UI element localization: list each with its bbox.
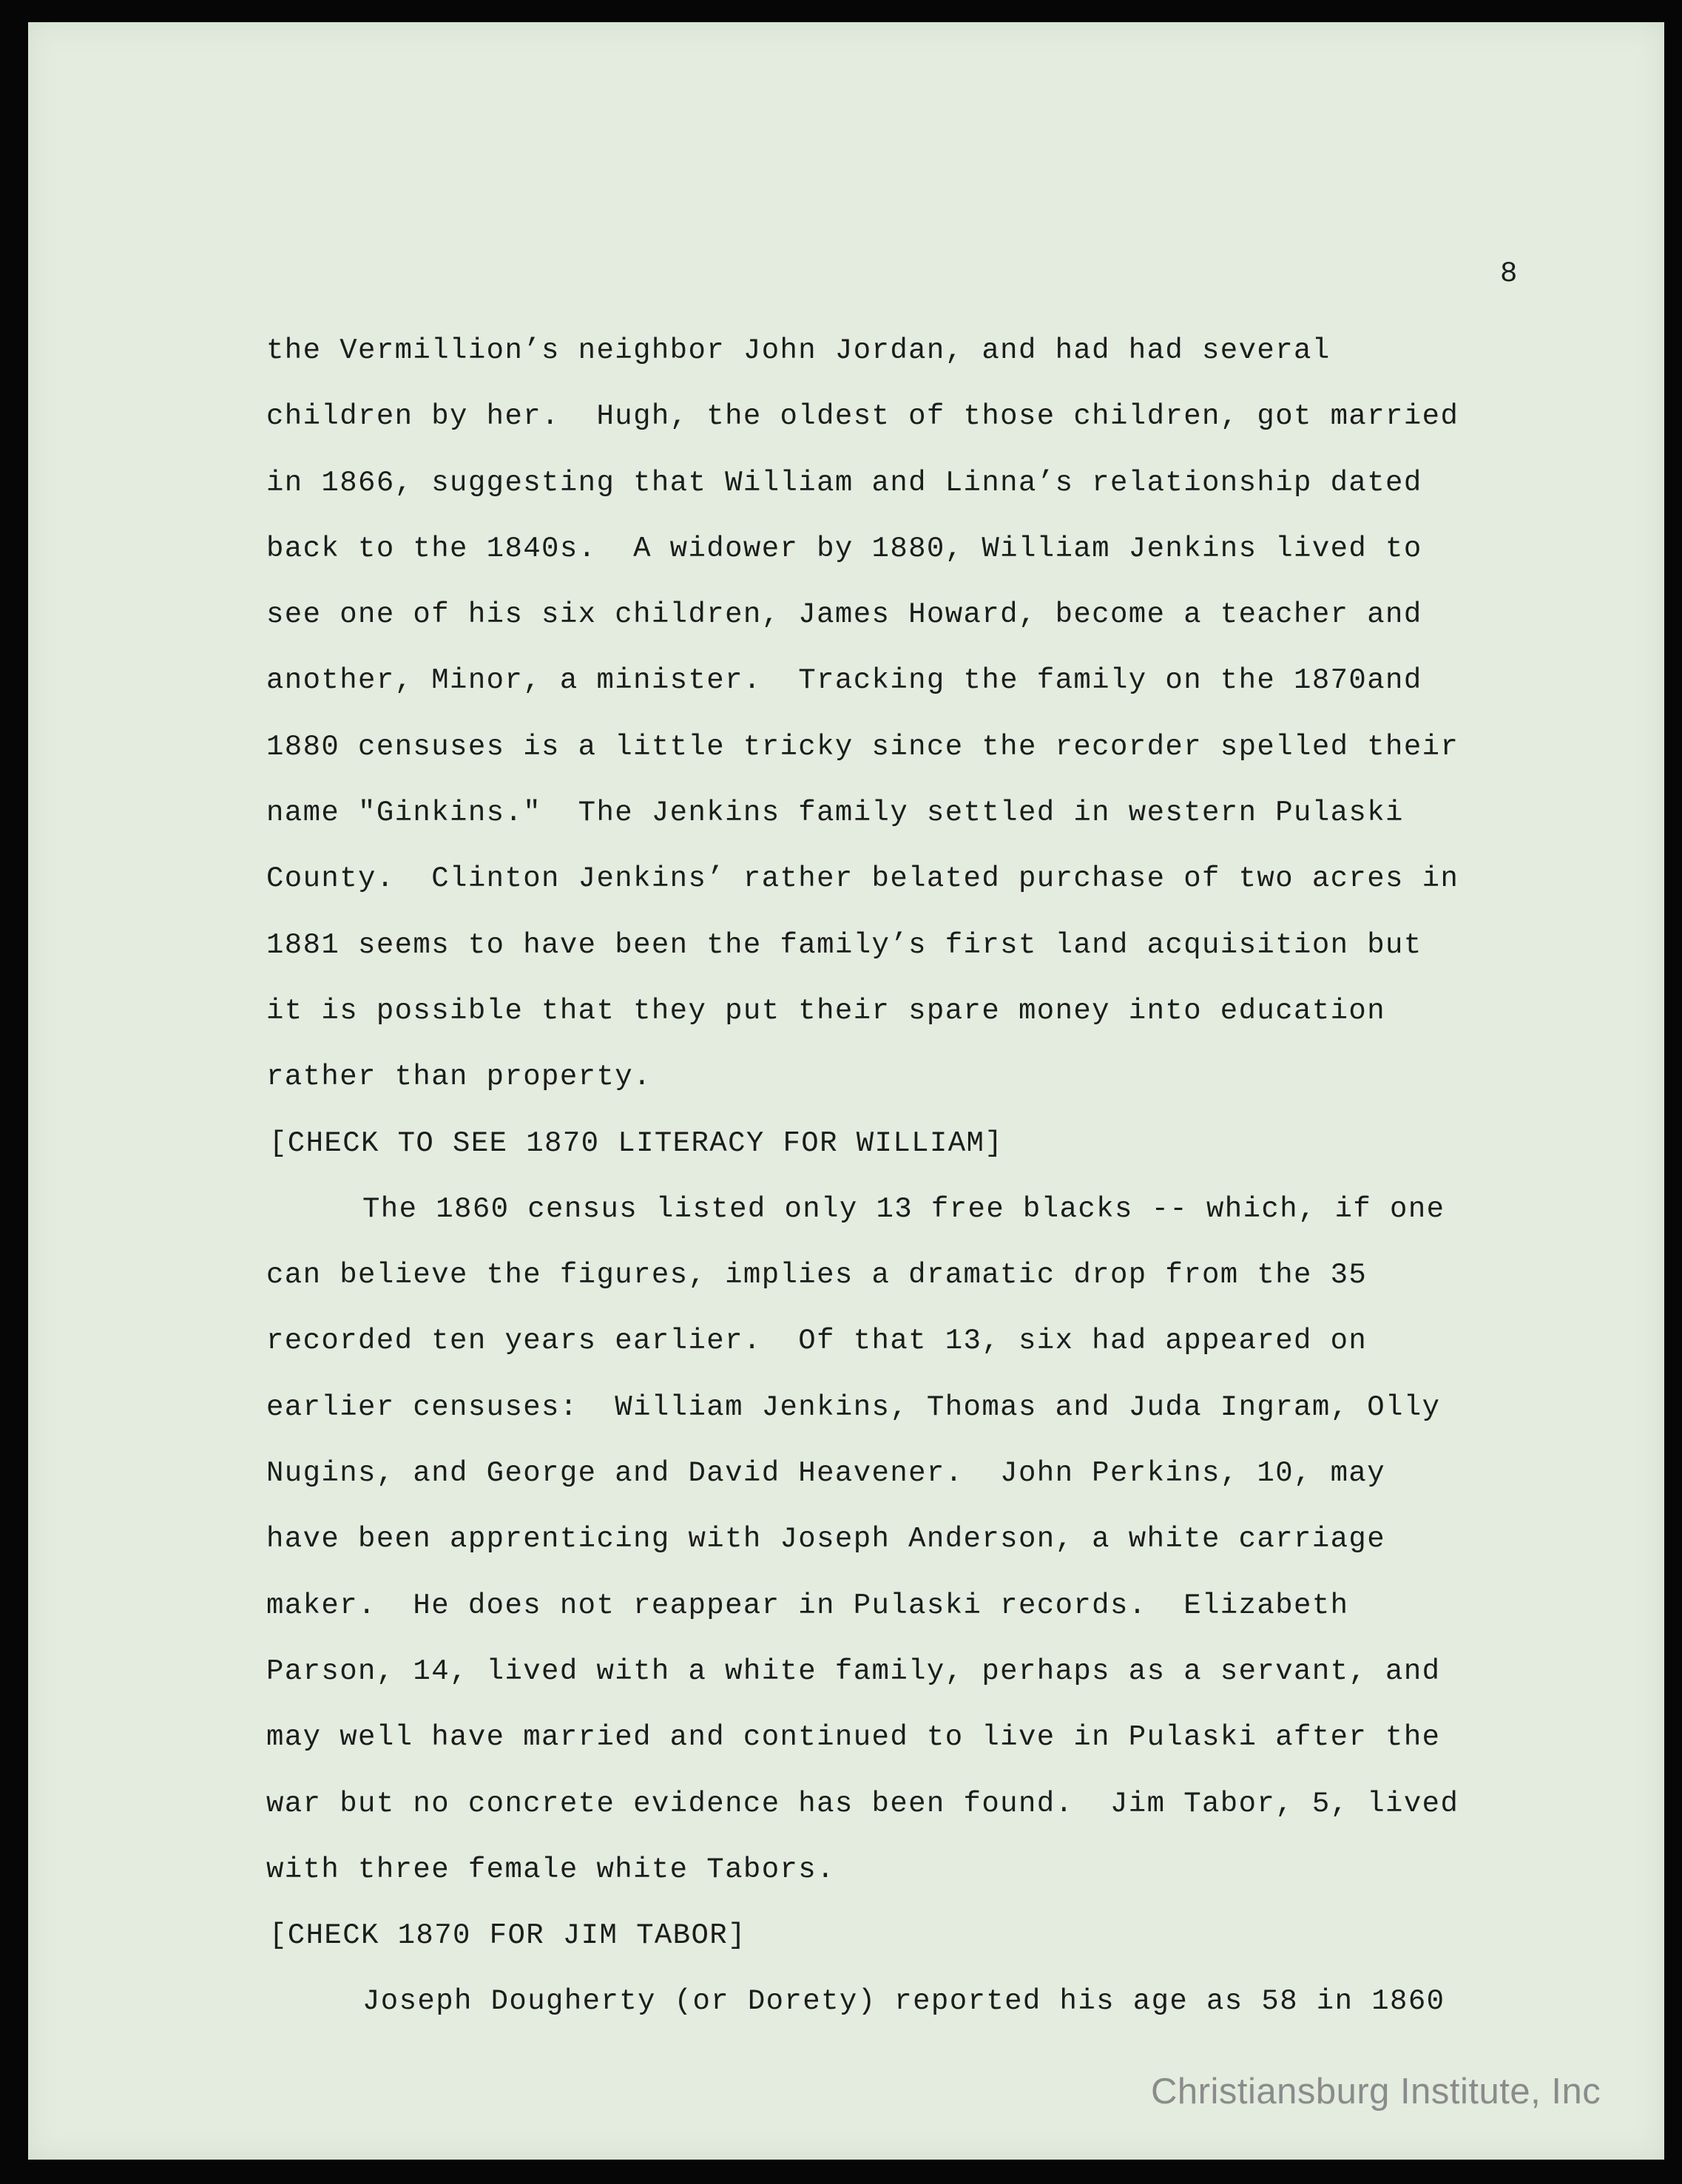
body-text xyxy=(266,318,1539,2035)
document-page xyxy=(28,22,1664,2160)
text-line: have been apprenticing with Joseph Anderson, a white carriage xyxy=(266,1523,1386,1556)
editorial-note: [CHECK TO SEE 1870 LITERACY FOR WILLIAM] xyxy=(269,1126,1004,1160)
text-line: may well have married and continued to live in Pulaski after the xyxy=(266,1721,1441,1754)
text-line: back to the 1840s. A widower by 1880, William Jenkins lived to xyxy=(266,532,1422,565)
text-line: maker. He does not reappear in Pulaski records. Elizabeth xyxy=(266,1589,1349,1622)
text-line: Joseph Dougherty (or Dorety) reported his age as 58 in 1860 xyxy=(362,1985,1445,2018)
text-line: another, Minor, a minister. Tracking the family on the 1870and xyxy=(266,664,1422,697)
text-line: recorded ten years earlier. Of that 13, six had appeared on xyxy=(266,1325,1368,1358)
text-line: 1881 seems to have been the family’s first land acquisition but xyxy=(266,928,1422,961)
text-line: earlier censuses: William Jenkins, Thomas and Juda Ingram, Olly xyxy=(266,1390,1441,1424)
text-line: County. Clinton Jenkins’ rather belated purchase of two acres in xyxy=(266,862,1459,896)
text-line: Parson, 14, lived with a white family, perhaps as a servant, and xyxy=(266,1654,1441,1688)
text-line: name "Ginkins." The Jenkins family settled in western Pulaski xyxy=(266,797,1404,830)
text-line: see one of his six children, James Howard, become a teacher and xyxy=(266,598,1422,632)
page-number: 8 xyxy=(1500,257,1518,290)
text-line: the Vermillion’s neighbor John Jordan, and had had several xyxy=(266,334,1331,367)
text-line: it is possible that they put their spare money into education xyxy=(266,994,1386,1027)
text-line: children by her. Hugh, the oldest of those children, got married xyxy=(266,400,1459,433)
text-line: with three female white Tabors. xyxy=(266,1853,835,1886)
editorial-note: [CHECK 1870 FOR JIM TABOR] xyxy=(269,1919,746,1953)
text-line: can believe the figures, implies a dramatic drop from the 35 xyxy=(266,1259,1368,1292)
text-line: war but no concrete evidence has been found. Jim Tabor, 5, lived xyxy=(266,1787,1459,1820)
watermark: Christiansburg Institute, Inc xyxy=(1151,2072,1601,2112)
text-line: rather than property. xyxy=(266,1061,652,1094)
text-line: in 1866, suggesting that William and Linna’s relationship dated xyxy=(266,466,1422,499)
text-line: 1880 censuses is a little tricky since the recorder spelled their xyxy=(266,730,1459,763)
text-line: Nugins, and George and David Heavener. John Perkins, 10, may xyxy=(266,1457,1386,1490)
text-line: The 1860 census listed only 13 free blacks -- which, if one xyxy=(362,1192,1445,1225)
